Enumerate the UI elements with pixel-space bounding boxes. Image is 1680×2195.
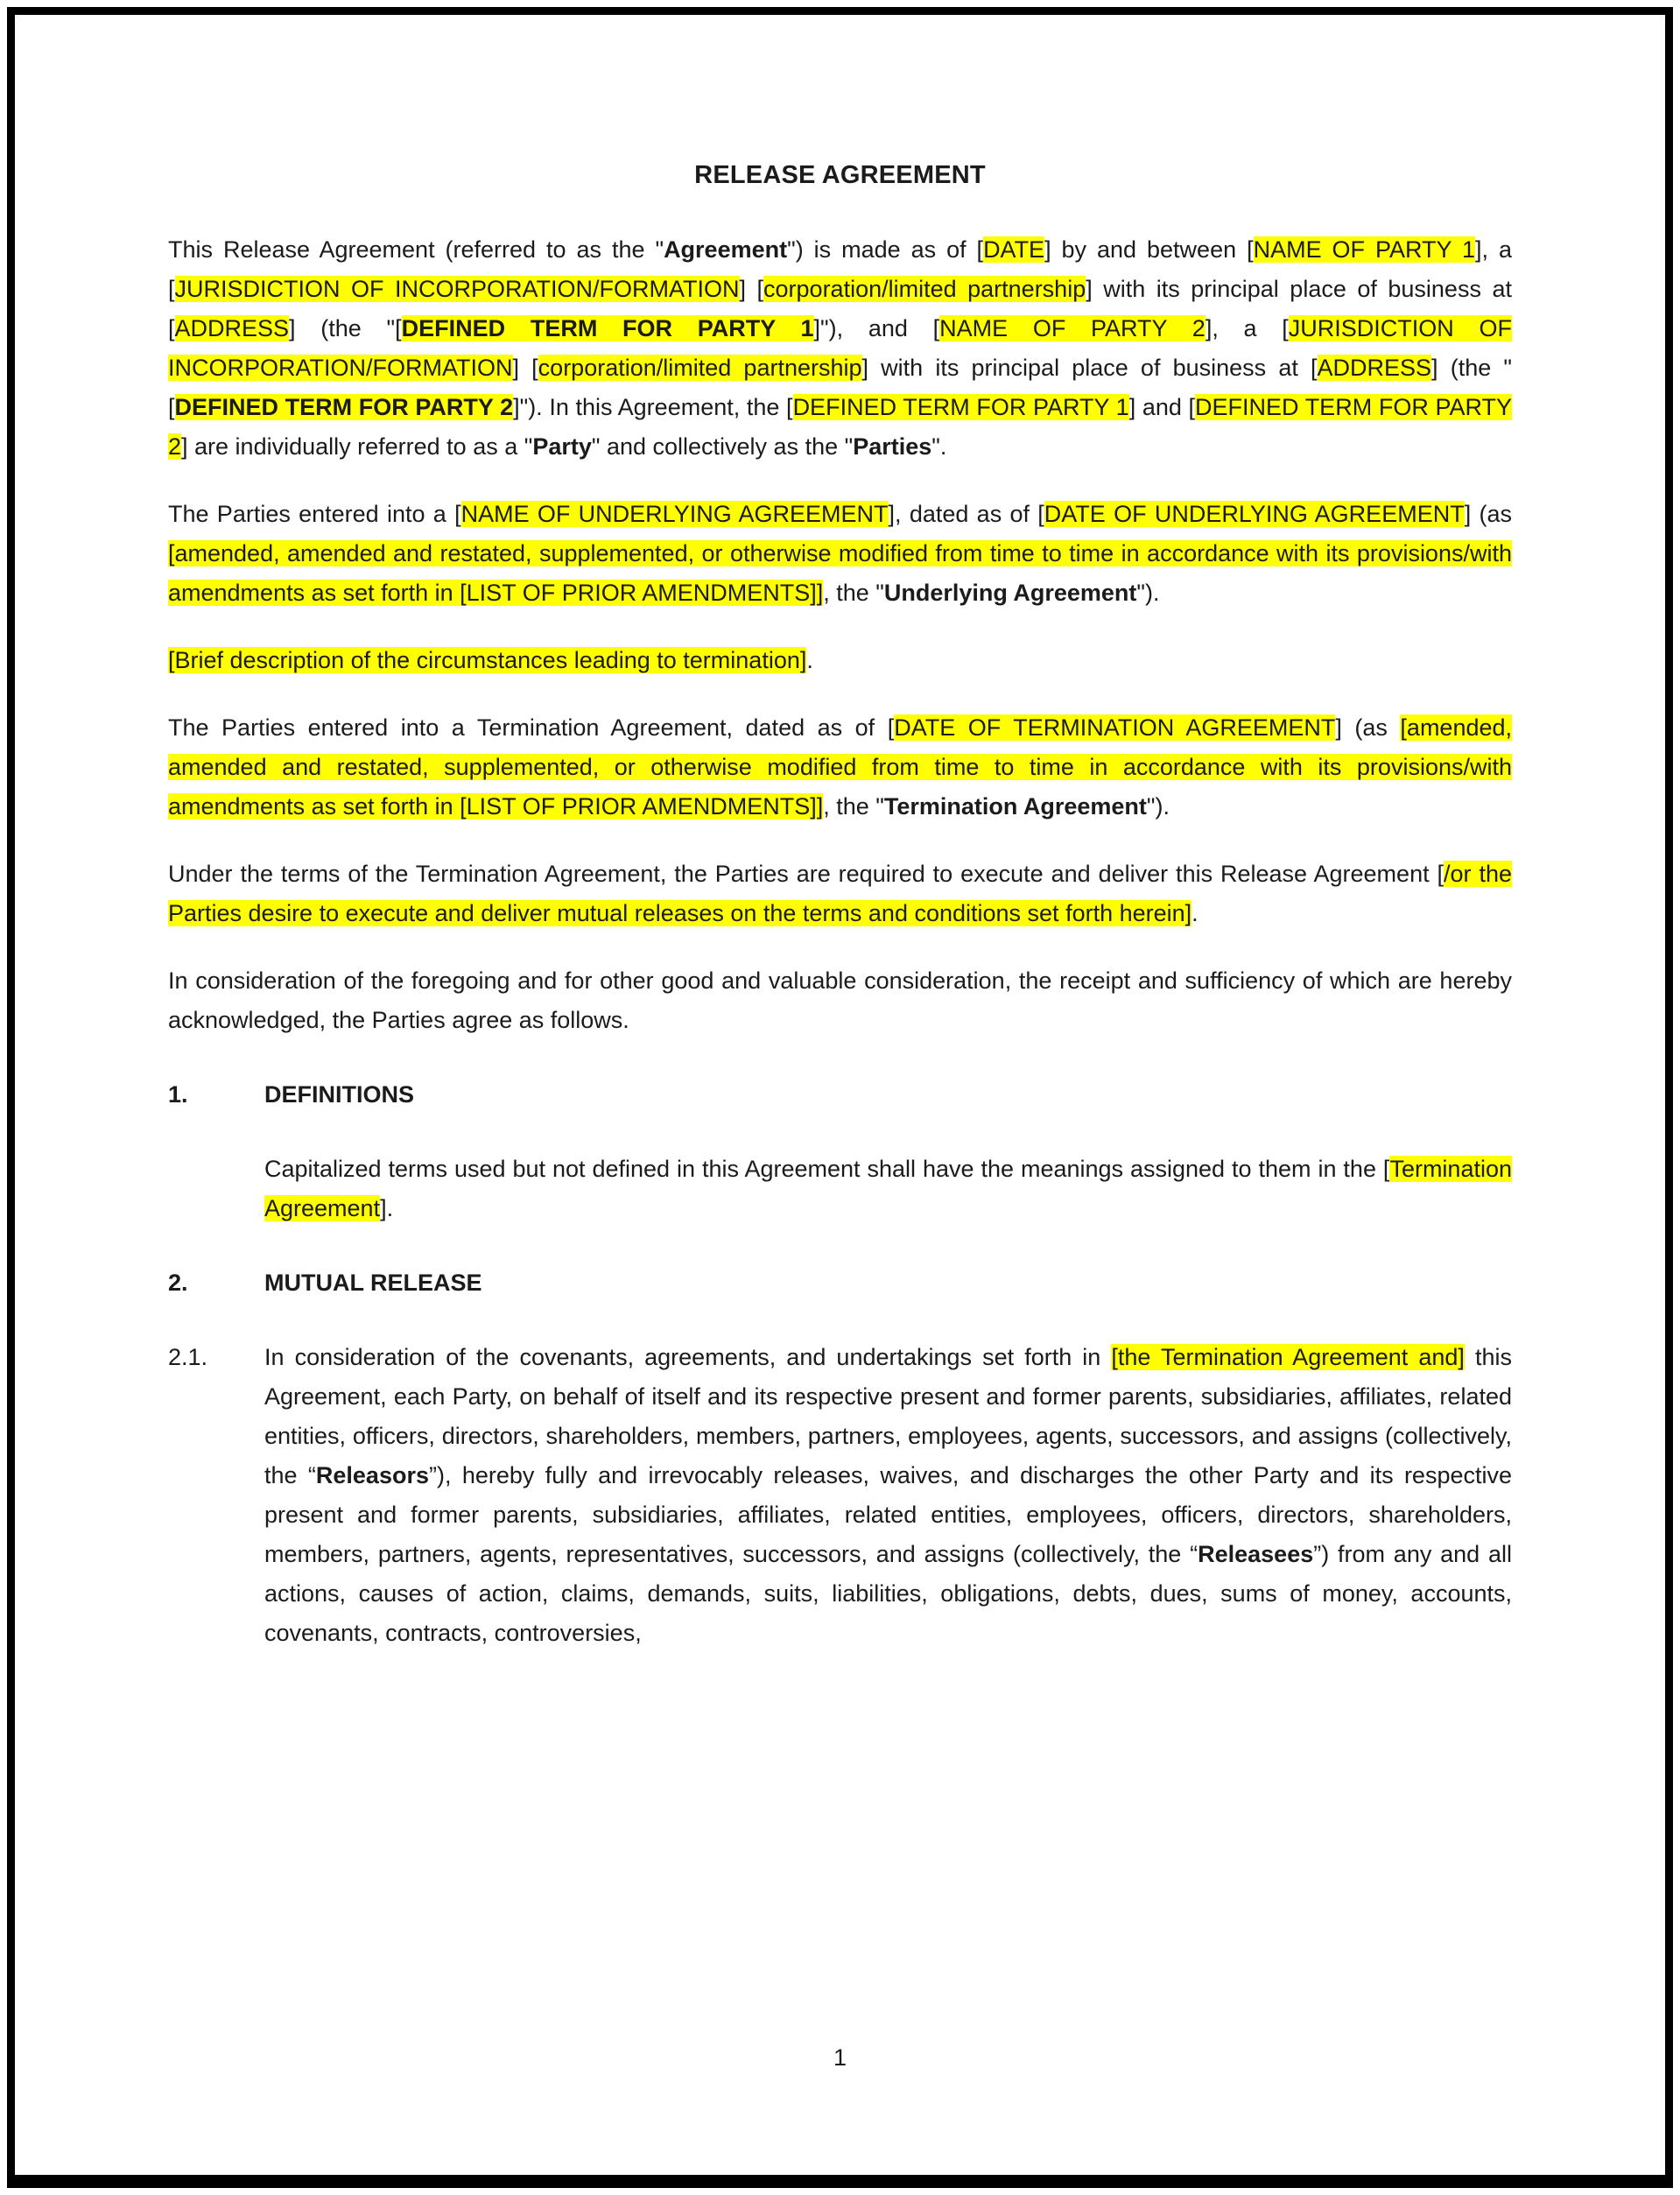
section-text (264, 1338, 1512, 1653)
text-run: ], a [ (1205, 315, 1289, 341)
numbered-paragraph (168, 1338, 1512, 1653)
text-run: The Parties entered into a Termination Agreement, dated as of [ (168, 714, 895, 741)
highlighted-text-run: DEFINED TERM FOR PARTY 2 (174, 394, 514, 420)
text-run: Releasees (1198, 1541, 1314, 1567)
highlighted-text-run: DEFINED TERM FOR PARTY 1 (792, 394, 1129, 420)
text-run: ] are individually referred to as a " (181, 433, 533, 460)
highlighted-text-run: DEFINED TERM FOR PARTY 2 (168, 394, 1512, 460)
text-run: Parties (853, 433, 932, 460)
page-border (7, 7, 1673, 2188)
text-run: Capitalized terms used but not defined in this Agreement shall have the meanings assigned to them in the [ (264, 1156, 1390, 1182)
text-run: " and collectively as the " (591, 433, 854, 460)
text-run: this Agreement, each Party, on behalf of itself and its respective present and former parents, subsidiaries, affiliates, related entities, officers, directors, shareholders, members, partners, employees, agents, successors, and assigns (collectively, the “ (264, 1344, 1512, 1488)
section-text (264, 1075, 1512, 1115)
highlighted-text-run: [the Termination Agreement and] (1111, 1344, 1465, 1370)
text-run: In consideration of the foregoing and for other good and valuable consideration, the receipt and sufficiency of which are hereby acknowledged, the Parties agree as follows. (168, 967, 1512, 1033)
highlighted-text-run: NAME OF UNDERLYING AGREEMENT (460, 501, 889, 527)
paragraph (168, 855, 1512, 933)
highlighted-text-run: ADDRESS (174, 315, 290, 341)
highlighted-text-run: /or the Parties desire to execute and deliver mutual releases on the terms and conditions set forth herein] (168, 861, 1513, 926)
text-run: ]"), and [ (813, 315, 940, 341)
section-heading (168, 1075, 1512, 1115)
highlighted-text-run: JURISDICTION OF INCORPORATION/FORMATION (174, 276, 740, 302)
text-run: Agreement (664, 236, 788, 263)
highlighted-text-run: [Brief description of the circumstances leading to termination] (168, 647, 807, 673)
paragraph (168, 708, 1512, 827)
page-content (30, 30, 1650, 2160)
text-run: ], dated as of [ (888, 501, 1044, 527)
text-run: . (1191, 900, 1198, 926)
text-run: Underlying Agreement (883, 580, 1137, 606)
highlighted-text-run: JURISDICTION OF INCORPORATION/FORMATION (168, 315, 1512, 381)
text-run: ]"). In this Agreement, the [ (513, 394, 793, 420)
paragraph (168, 641, 1512, 680)
section-number: 2. (168, 1270, 188, 1296)
text-run: ] (as (1335, 714, 1401, 741)
text-run: ] and [ (1128, 394, 1196, 420)
document-body (168, 230, 1512, 1653)
highlighted-text-run: ADDRESS (1317, 355, 1432, 381)
text-run: ”) from any and all actions, causes of action, claims, demands, suits, liabilities, obligations, debts, dues, sums of money, accounts, covenants, contracts, controversies, (264, 1541, 1512, 1646)
paragraph (168, 495, 1512, 613)
text-run: ] with its principal place of business at [ (168, 276, 1512, 341)
text-run: ] (the "[ (289, 315, 402, 341)
section-heading (168, 1263, 1512, 1303)
text-run: The Parties entered into a [ (168, 501, 461, 527)
text-run: ] [ (739, 276, 764, 302)
highlighted-text-run: corporation/limited partnership (538, 355, 862, 381)
highlighted-text-run: corporation/limited partnership (763, 276, 1086, 302)
highlighted-text-run: Termination Agreement (264, 1156, 1512, 1221)
text-run: ] [ (512, 355, 538, 381)
highlighted-text-run: NAME OF PARTY 2 (939, 315, 1206, 341)
text-run: Termination Agreement (883, 793, 1147, 820)
text-run: "). (1146, 793, 1170, 820)
text-run: Party (532, 433, 592, 460)
text-run: ") is made as of [ (787, 236, 984, 263)
highlighted-text-run: [amended, amended and restated, supplemented, or otherwise modified from time to time in accordance with its provisions/with amendments as set forth in [LIST OF PRIOR AMENDMENTS]] (168, 714, 1513, 820)
text-run: , the " (823, 580, 884, 606)
paragraph (168, 961, 1512, 1040)
section-number: 2.1. (168, 1344, 208, 1370)
text-run: ], a [ (168, 236, 1512, 302)
paragraph (264, 1150, 1512, 1228)
highlighted-text-run: [amended, amended and restated, supplemented, or otherwise modified from time to time in accordance with its provisions/with amendments as set forth in [LIST OF PRIOR AMENDMENTS]] (168, 540, 1512, 606)
highlighted-text-run: DATE OF UNDERLYING AGREEMENT (1044, 501, 1465, 527)
text-run: MUTUAL RELEASE (264, 1270, 482, 1296)
paragraph (168, 230, 1512, 467)
document-title: RELEASE AGREEMENT (694, 161, 986, 189)
highlighted-text-run: NAME OF PARTY 1 (1253, 236, 1476, 263)
text-run: Under the terms of the Termination Agreement, the Parties are required to execute and deliver this Release Agreement [ (168, 861, 1445, 887)
section-text (264, 1263, 1512, 1303)
text-run: ]. (380, 1195, 394, 1221)
text-run: , the " (823, 793, 884, 820)
text-run: ] (as (1464, 501, 1512, 527)
section-number: 1. (168, 1081, 188, 1108)
highlighted-text-run: DATE OF TERMINATION AGREEMENT (894, 714, 1336, 741)
text-run: ] by and between [ (1044, 236, 1254, 263)
text-run: ”), hereby fully and irrevocably releases, waives, and discharges the other Party and its respective present and former parents, subsidiaries, affiliates, related entities, employees, officers, directors, shareholders, members, partners, agents, representatives, successors, and assigns (collectively, the “ (264, 1462, 1512, 1567)
text-run: Releasors (315, 1462, 429, 1488)
highlighted-text-run: DATE (983, 236, 1045, 263)
text-run: This Release Agreement (referred to as the " (168, 236, 664, 263)
text-run: ] (the "[ (168, 355, 1512, 420)
highlighted-text-run: DEFINED TERM FOR PARTY 1 (401, 315, 814, 341)
text-run: In consideration of the covenants, agreements, and undertakings set forth in (264, 1344, 1112, 1370)
text-run: "). (1136, 580, 1160, 606)
text-run: ] with its principal place of business at [ (861, 355, 1318, 381)
text-run: ". (931, 433, 947, 460)
text-run: . (806, 647, 813, 673)
page-number: 1 (833, 2044, 847, 2071)
text-run: DEFINITIONS (264, 1081, 415, 1108)
